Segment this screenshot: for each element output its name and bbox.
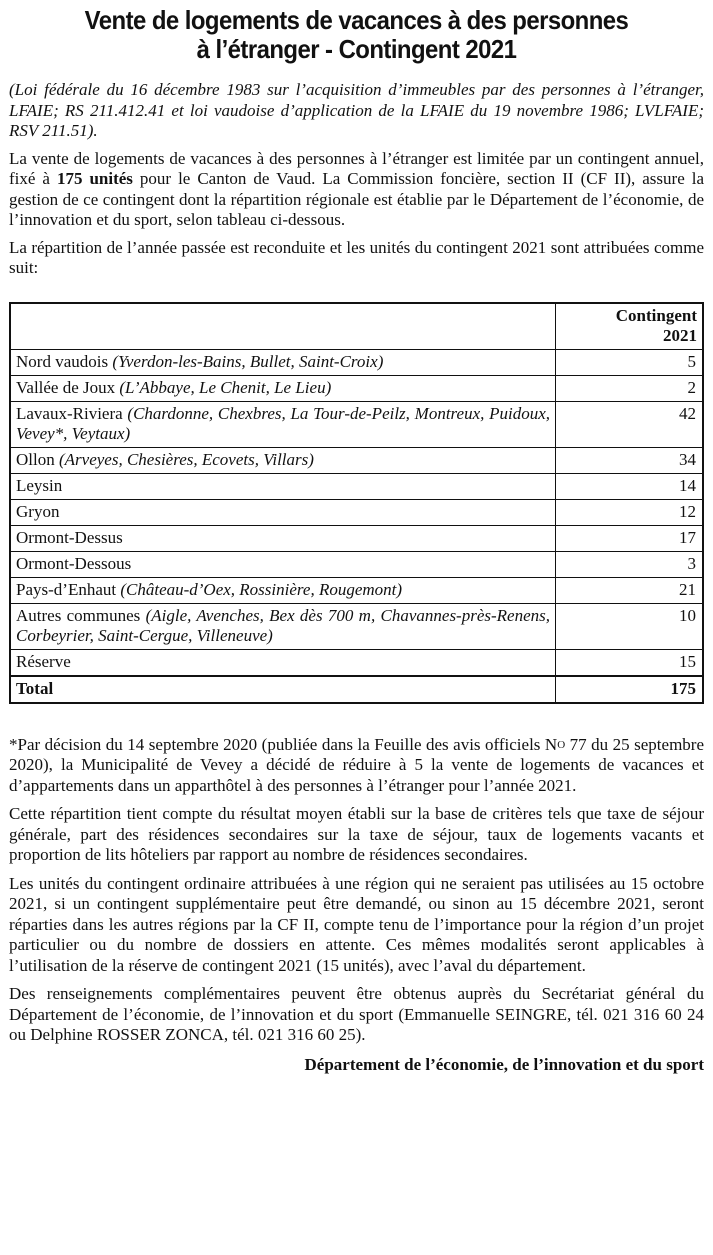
region-cell xyxy=(10,473,556,499)
contingent-value: 15 xyxy=(556,649,704,676)
table-header-region xyxy=(10,303,556,350)
legal-reference: (Loi fédérale du 16 décembre 1983 sur l’acquisition d’immeubles par des personnes à l’étranger, LFAIE; RS 211.412.41 et loi vaudoise d’application de la LFAIE du 19 novembre 1986; LVLFAIE; RSV 211.51). xyxy=(9,80,704,140)
region-name: Nord vaudois xyxy=(16,351,113,371)
region-cell xyxy=(10,551,556,577)
contingent-value: 21 xyxy=(556,577,704,603)
table-row xyxy=(10,375,703,401)
region-communes: (Château-d’Oex, Rossinière, Rougemont) xyxy=(120,579,403,599)
table-row xyxy=(10,473,703,499)
note-vevey-a: *Par décision du 14 septembre 2020 (publiée dans la Feuille des avis officiels N xyxy=(9,734,558,754)
title-line-2: à l’étranger - Contingent 2021 xyxy=(196,34,517,64)
region-name: Lavaux-Riviera xyxy=(16,403,128,423)
region-name: Ormont-Dessous xyxy=(16,553,132,573)
page-title xyxy=(37,6,676,64)
contingent-value: 3 xyxy=(556,551,704,577)
region-communes: (Yverdon-les-Bains, Bullet, Saint-Croix) xyxy=(112,351,384,371)
region-communes: (Chardonne, Chexbres, La Tour-de-Peilz, Montreux, Puidoux, Vevey*, Veytaux) xyxy=(16,403,550,443)
total-row xyxy=(10,676,703,703)
intro-paragraph xyxy=(9,149,704,231)
region-cell xyxy=(10,499,556,525)
region-cell xyxy=(10,447,556,473)
region-name: Autres communes xyxy=(16,605,146,625)
region-name: Gryon xyxy=(16,501,60,521)
region-communes: (Aigle, Avenches, Bex dès 700 m, Chavannes-près-Renens, Corbeyrier, Saint-Cergue, Villeneuve) xyxy=(16,605,550,645)
region-cell xyxy=(10,375,556,401)
note-vevey-b: 77 du 25 septembre 2020), la Municipalité de Vevey a décidé de réduire à 5 la vente de logements de vacances et d’appartements dans un apparthôtel à des personnes à l’étranger pour l’année 2021. xyxy=(9,734,705,795)
note-criteria: Cette répartition tient compte du résultat moyen établi sur la base de critères tels que taxe de séjour générale, part des résidences secondaires sur la taxe de séjour, taux de logements vacants et proportion de lits hôteliers par rapport au nombre de résidences secondaires. xyxy=(9,804,704,864)
contingent-value: 12 xyxy=(556,499,704,525)
region-cell xyxy=(10,401,556,447)
table-row xyxy=(10,447,703,473)
region-name: Leysin xyxy=(16,475,63,495)
intro-paragraph-2: La répartition de l’année passée est reconduite et les unités du contingent 2021 sont attribuées comme suit: xyxy=(9,237,704,277)
region-cell xyxy=(10,649,556,676)
table-row xyxy=(10,525,703,551)
contingent-value: 2 xyxy=(556,375,704,401)
region-communes: (L’Abbaye, Le Chenit, Le Lieu) xyxy=(119,377,332,397)
table-row xyxy=(10,499,703,525)
note-units: Les unités du contingent ordinaire attribuées à une région qui ne seraient pas utilisées au 15 octobre 2021, si un contingent supplémentaire peut être demandé, ou sinon au 15 décembre 2021, seront réparties dans les autres régions par la CF II, compte tenu de l’importance pour la région d’un projet particulier ou du nombre de dossiers en attente. Ces mêmes modalités seront applicables à l’utilisation de la réserve de contingent 2021 (15 unités), avec l’aval du département. xyxy=(9,873,704,975)
region-communes: (Arveyes, Chesières, Ecovets, Villars) xyxy=(58,449,314,469)
intro-bold-units: 175 unités xyxy=(56,169,133,188)
contingent-value: 42 xyxy=(556,401,704,447)
region-name: Pays-d’Enhaut xyxy=(16,579,121,599)
table-header-contingent xyxy=(556,303,704,350)
intro-text-a: La vente de logements de vacances à des personnes à l’étranger est limitée par un contingent annuel, fixé à xyxy=(9,148,704,188)
region-name: Réserve xyxy=(16,651,71,671)
intro-text-b: pour le Canton de Vaud. La Commission foncière, section II (CF II), assure la gestion de ce contingent dont la répartition régionale est établie par le Département de l’économie, de l’innovation et du sport, selon tableau ci-dessous. xyxy=(9,169,704,229)
note-contact: Des renseignements complémentaires peuvent être obtenus auprès du Secrétariat général du Département de l’économie, de l’innovation et du sport (Emmanuelle SEINGRE, tél. 021 316 60 24 ou Delphine ROSSER ZONCA, tél. 021 316 60 25). xyxy=(9,984,704,1044)
contingent-value: 10 xyxy=(556,603,704,649)
region-cell xyxy=(10,577,556,603)
contingent-value: 5 xyxy=(556,349,704,375)
notes-section xyxy=(9,735,704,1046)
table-body xyxy=(10,349,703,703)
total-label: Total xyxy=(10,676,556,703)
contingent-value: 14 xyxy=(556,473,704,499)
note-vevey xyxy=(9,735,704,797)
table-row xyxy=(10,551,703,577)
region-name: Ormont-Dessus xyxy=(16,527,123,547)
table-row xyxy=(10,649,703,676)
table-row xyxy=(10,603,703,649)
signature: Département de l’économie, de l’innovation et du sport xyxy=(304,1054,704,1074)
note-vevey-sup: O xyxy=(557,738,566,751)
region-cell xyxy=(10,525,556,551)
contingent-table xyxy=(9,302,704,704)
total-value: 175 xyxy=(556,676,704,703)
table-row xyxy=(10,401,703,447)
region-cell xyxy=(10,349,556,375)
contingent-value: 17 xyxy=(556,525,704,551)
table-row xyxy=(10,577,703,603)
table-header-row xyxy=(10,303,703,350)
document-page xyxy=(9,0,704,1075)
header-line-1: Contingent xyxy=(615,305,697,325)
region-name: Ollon xyxy=(16,449,59,469)
region-name: Vallée de Joux xyxy=(16,377,120,397)
region-cell xyxy=(10,603,556,649)
title-line-1: Vente de logements de vacances à des personnes xyxy=(84,5,629,35)
table-row xyxy=(10,349,703,375)
contingent-value: 34 xyxy=(556,447,704,473)
header-line-2: 2021 xyxy=(663,325,697,345)
